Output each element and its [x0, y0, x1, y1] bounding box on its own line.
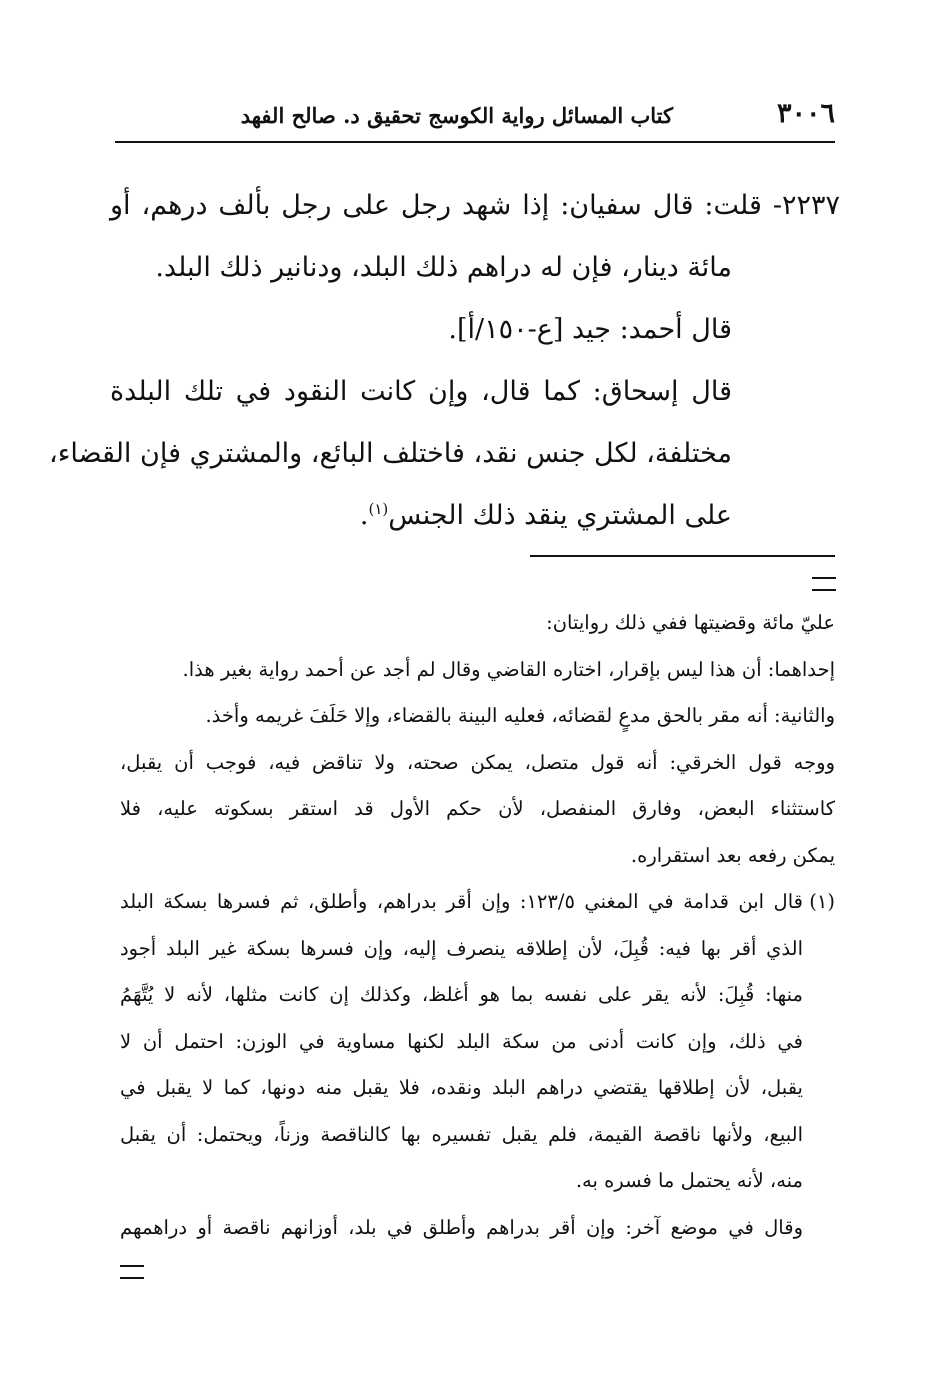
- footnotes: [120, 600, 835, 1251]
- main-text: [49, 175, 840, 547]
- main-line-6: [110, 485, 840, 547]
- main-line-6-end: .: [359, 500, 369, 531]
- footnote-separator: [530, 555, 835, 557]
- note1-line-3: منها: قُبِلَ: لأنه يقر على نفسه بما هو أغلظ، وكذلك إن كانت مثلها، لأنه لا يُتَّهَمُ: [120, 983, 803, 1006]
- issue-number: ٢٢٣٧-: [772, 190, 840, 221]
- note1-marker: (١): [809, 890, 835, 913]
- page-number: ٣٠٠٦: [776, 98, 835, 129]
- note1-line-1-text: قال ابن قدامة في المغني ١٢٣/٥: وإن أقر بدراهم، وأطلق، ثم فسرها بسكة البلد: [120, 890, 803, 913]
- note1-line-8: وقال في موضع آخر: وإن أقر بدراهم وأطلق في بلد، أوزانهم ناقصة أو دراهمهم: [120, 1215, 803, 1239]
- prev-note-line-2: إحداهما: أن هذا ليس بإقرار، اختاره القاضي وقال لم أجد عن أحمد رواية بغير هذا.: [182, 657, 835, 681]
- prev-note-line-6: يمكن رفعه بعد استقراره.: [630, 843, 835, 867]
- main-line-2: مائة دينار، فإن له دراهم ذلك البلد، ودنانير ذلك البلد.: [155, 252, 732, 283]
- main-line-3: قال أحمد: جيد [ع-١٥٠/أ].: [448, 314, 732, 345]
- prev-note-line-1: عليّ مائة وقضيتها ففي ذلك روايتان:: [546, 611, 835, 634]
- prev-note-line-5: كاستثناء البعض، وفارق المنفصل، لأن حكم الأول قد استقر بسكوته عليه، فلا: [120, 797, 835, 820]
- main-line-4: قال إسحاق: كما قال، وإن كانت النقود في تلك البلدة: [110, 376, 732, 407]
- prev-note-line-3: والثانية: أنه مقر بالحق مدعٍ لقضائه، فعليه البينة بالقضاء، وإلا حَلَفَ غريمه وأخذ.: [205, 704, 835, 727]
- continuation-mark-bottom: [120, 1265, 144, 1279]
- main-line-6-text: على المشتري ينقد ذلك الجنس: [388, 500, 732, 531]
- note1-line-2: الذي أقر بها فيه: قُبِلَ، لأن إطلاقه ينصرف إليه، وإن فسرها بسكة غير البلد أجود: [120, 936, 803, 960]
- note1-line-1: [120, 879, 835, 926]
- prev-note-line-4: ووجه قول الخرقي: أنه قول متصل، يمكن صحته، ولا تناقض فيه، فوجب أن يقبل،: [120, 750, 835, 774]
- main-line-1: [110, 175, 840, 237]
- main-line-5: مختلفة، لكل جنس نقد، فاختلف البائع، والمشتري فإن القضاء،: [49, 438, 732, 469]
- note1-line-5: يقبل، لأن إطلاقها يقتضي دراهم البلد ونقده، فلا يقبل منه دونها، كما لا يقبل في: [120, 1076, 803, 1099]
- footnote-ref: (١): [368, 500, 389, 518]
- page-header: [115, 95, 835, 143]
- note1-line-4: في ذلك، وإن كانت أدنى من سكة البلد لكنها مساوية في الوزن: احتمل أن لا: [120, 1029, 803, 1053]
- running-title: كتاب المسائل رواية الكوسج تحقيق د. صالح الفهد: [240, 103, 673, 128]
- main-line-1-text: قلت: قال سفيان: إذا شهد رجل على رجل بألف درهم، أو: [110, 190, 762, 221]
- continuation-mark-top: [812, 577, 836, 591]
- note1-line-6: البيع، ولأنها ناقصة القيمة، فلم يقبل تفسيره بها كالناقصة وزناً، ويحتمل: أن يقبل: [120, 1122, 803, 1146]
- note1-line-7: منه، لأنه يحتمل ما فسره به.: [575, 1169, 803, 1192]
